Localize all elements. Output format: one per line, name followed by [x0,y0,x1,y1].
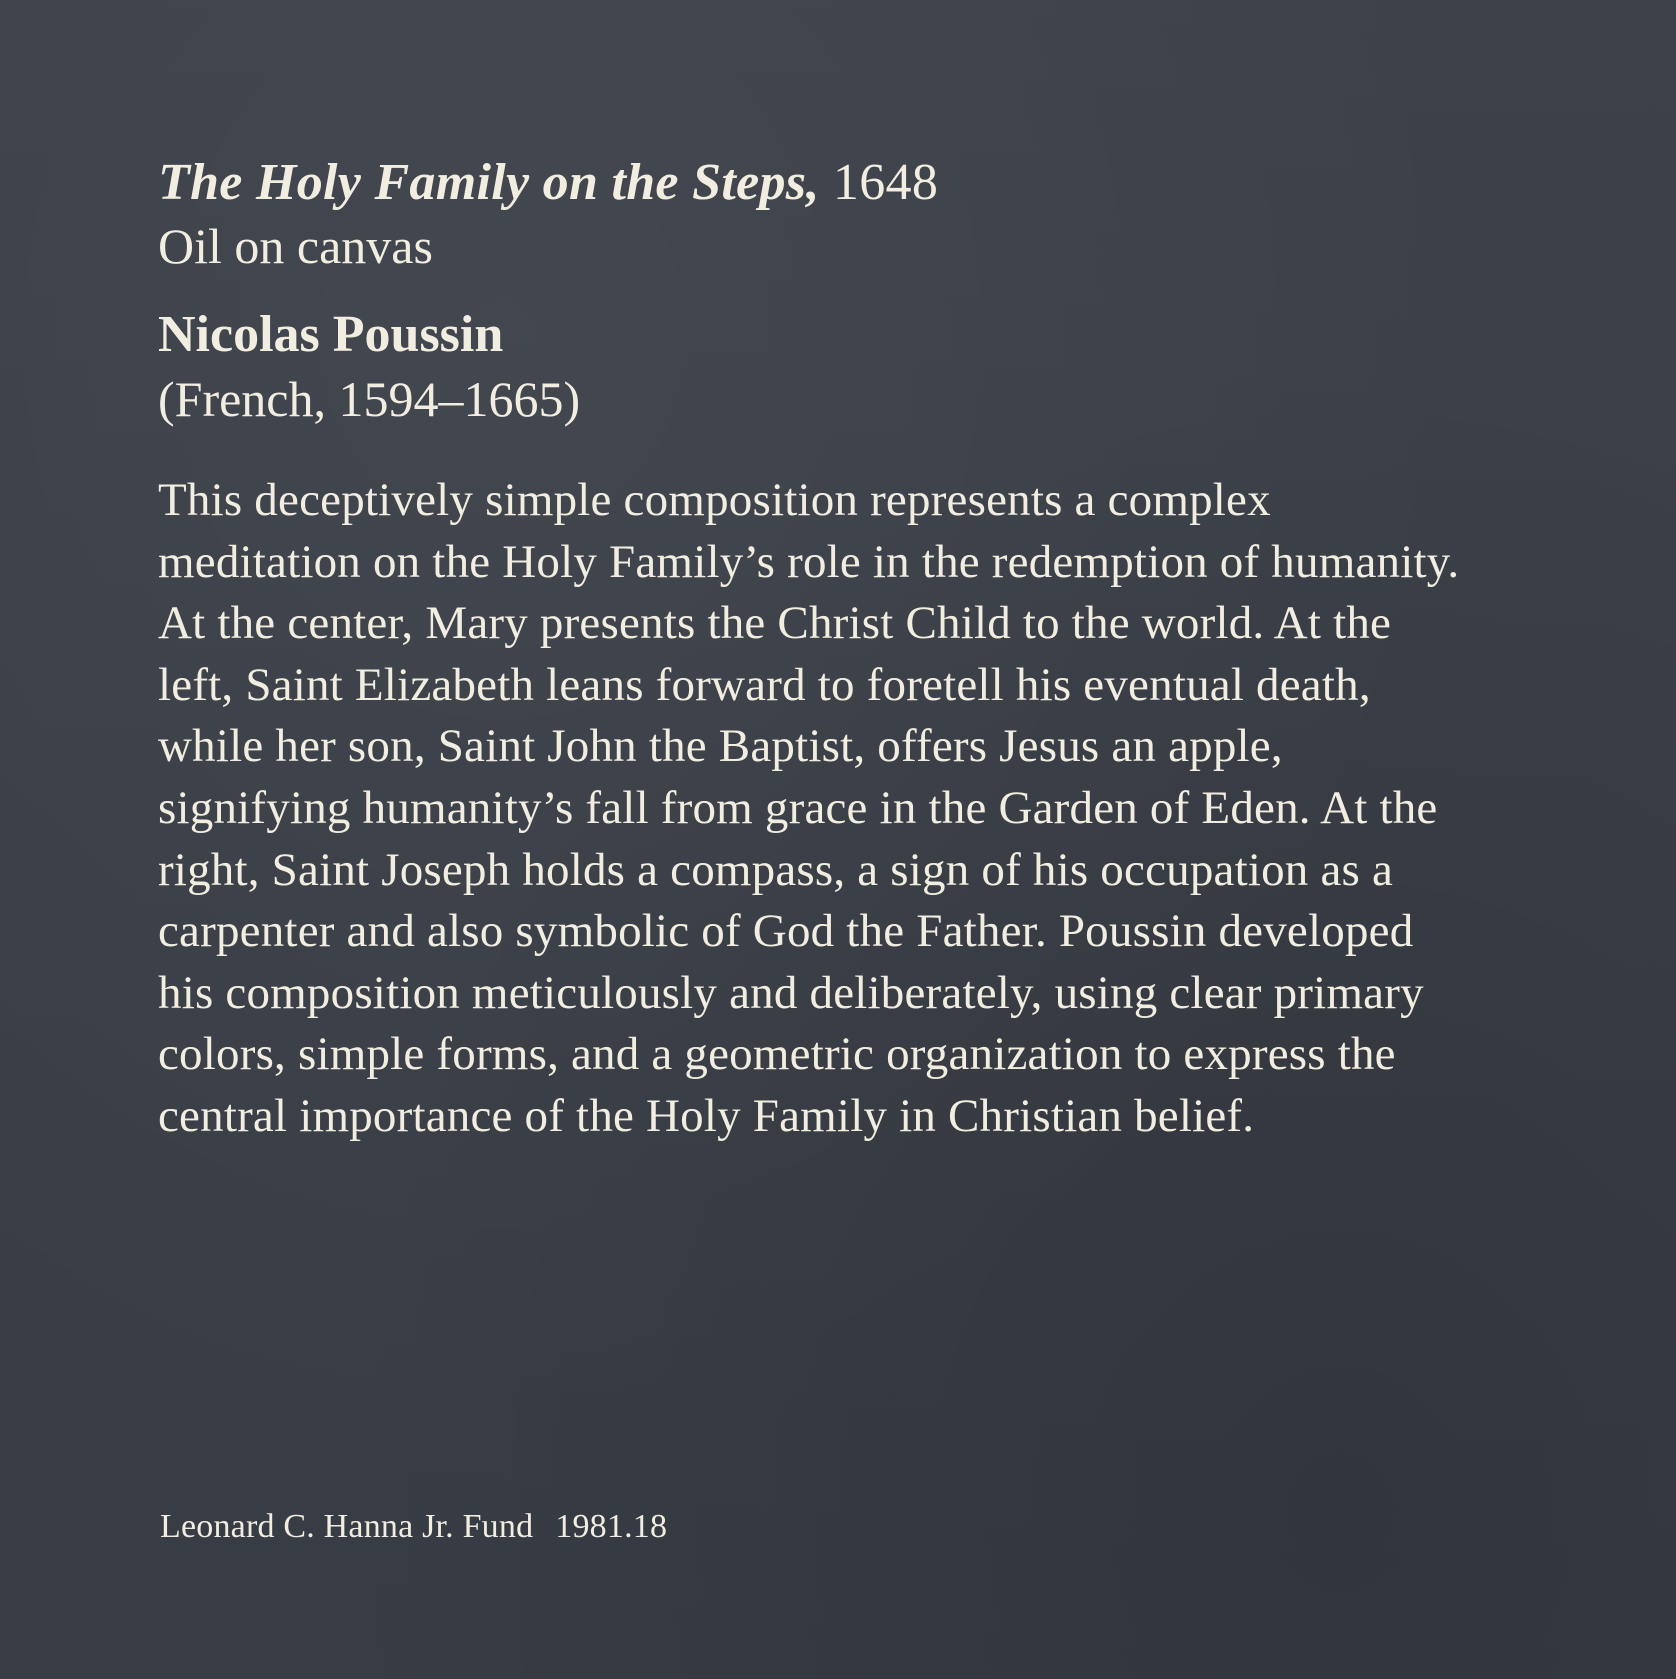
artist-nationality-dates: (French, 1594–1665) [158,371,581,427]
artwork-description: This deceptively simple composition represents a complex meditation on the Holy Family’s role in the redemption of humanity. At the center, Mary presents the Christ Child to the world. At the left, Saint Elizabeth leans forward to foretell his eventual death, while her son, Saint John the Baptist, offers Jesus an apple, signifying humanity’s fall from grace in the Garden of Eden. At the right, Saint Joseph holds a compass, a sign of his occupation as a carpenter and also symbolic of God the Father. Poussin developed his composition meticulously and deliberately, using clear primary colors, simple forms, and a geometric organization to express the central importance of the Holy Family in Christian belief. [158,474,1460,1142]
artist-name: Nicolas Poussin [158,306,504,363]
artwork-medium: Oil on canvas [158,218,433,274]
artwork-title: The Holy Family on the Steps, [158,154,820,211]
artwork-year: 1648 [832,154,939,211]
label-text-block [158,150,1488,1148]
title-line [158,150,1488,216]
credit-fund: Leonard C. Hanna Jr. Fund [160,1508,534,1545]
credit-line [160,1505,667,1549]
accession-number: 1981.18 [555,1508,668,1545]
